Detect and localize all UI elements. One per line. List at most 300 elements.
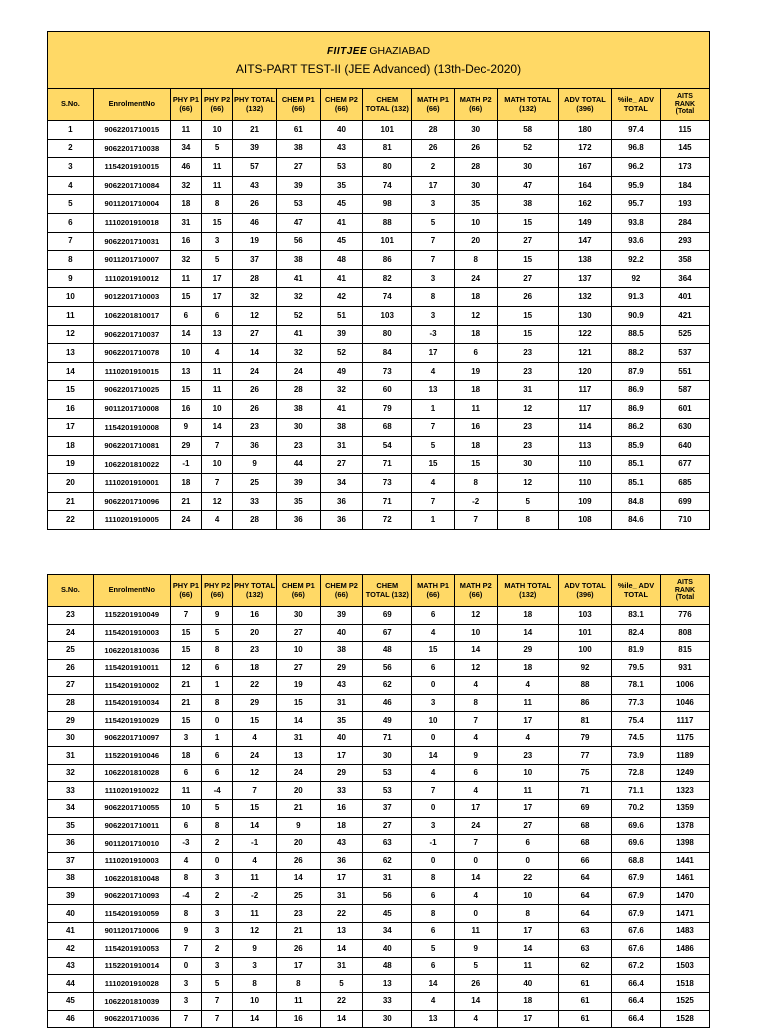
column-header	[497, 89, 558, 121]
table-cell: 18	[170, 195, 201, 214]
table-cell: 18	[320, 817, 363, 835]
table-cell: 82	[363, 269, 412, 288]
table-cell: 30	[276, 418, 320, 437]
table-cell: 46	[363, 694, 412, 712]
column-header-line: (66)	[291, 103, 305, 113]
table-cell: 37	[233, 251, 277, 270]
column-header-line: (Total	[675, 594, 695, 602]
column-header-line: (66)	[469, 589, 483, 599]
column-header-line: (66)	[179, 103, 193, 113]
table-cell: 32	[233, 288, 277, 307]
table-cell: 31	[320, 887, 363, 905]
table-cell: 17	[454, 800, 497, 818]
table-cell: 4	[454, 1010, 497, 1028]
table-cell: 77.3	[612, 694, 661, 712]
table-cell: 85.9	[611, 437, 660, 456]
table-cell: 5	[202, 139, 233, 158]
table-cell: -4	[170, 887, 201, 905]
table-cell: 7	[412, 782, 455, 800]
column-header-line: (66)	[469, 103, 483, 113]
column-header-line: CHEM P2	[325, 580, 358, 590]
table-cell: 3	[412, 694, 455, 712]
table-cell: 9	[202, 607, 233, 625]
table-cell: 84.8	[611, 492, 660, 511]
column-header-line: (Total	[675, 108, 695, 116]
table-cell: 22	[497, 870, 558, 888]
table-cell: 9011201710010	[93, 835, 170, 853]
table-cell: 1525	[660, 993, 709, 1011]
table-cell: 1486	[660, 940, 709, 958]
table-cell: 18	[170, 747, 201, 765]
table-cell: 21	[170, 694, 201, 712]
table-cell: 92.2	[611, 251, 660, 270]
table-cell: 33	[233, 492, 277, 511]
table-cell: 6	[412, 957, 455, 975]
table-cell: 137	[558, 269, 611, 288]
table-cell: 8	[412, 870, 455, 888]
table-cell: -2	[454, 492, 497, 511]
table-cell: 1323	[660, 782, 709, 800]
table-row	[48, 957, 710, 975]
table-cell: 24	[233, 362, 277, 381]
table-cell: 15	[497, 306, 558, 325]
table-cell: 13	[363, 975, 412, 993]
table-cell: 20	[233, 624, 277, 642]
table-cell: 9011201710006	[93, 922, 170, 940]
table-cell: 38	[320, 642, 363, 660]
table-cell: 15	[412, 642, 455, 660]
table-cell: 7	[202, 1010, 233, 1028]
table-cell: 4	[454, 782, 497, 800]
table-cell: 56	[363, 659, 412, 677]
table-cell: 15	[170, 642, 201, 660]
table-cell: 110	[558, 455, 611, 474]
table-cell: 15	[170, 288, 201, 307]
table-cell: 8	[48, 251, 94, 270]
table-cell: 1062201810028	[93, 764, 170, 782]
table-cell: 7	[412, 418, 455, 437]
table-cell: 525	[660, 325, 709, 344]
table-cell: 14	[276, 712, 320, 730]
table-cell: 0	[412, 800, 455, 818]
table-cell: 49	[320, 362, 363, 381]
table-cell: 5	[202, 975, 233, 993]
column-header-line: TOTAL (132)	[365, 103, 409, 113]
table-cell: 4	[48, 176, 94, 195]
column-header	[48, 575, 94, 607]
table-cell: 72.8	[612, 764, 661, 782]
table-cell: 130	[558, 306, 611, 325]
table-cell: 1461	[660, 870, 709, 888]
table-cell: 39	[320, 325, 363, 344]
table-row	[48, 158, 710, 177]
table-cell: 15	[497, 213, 558, 232]
table-cell: 73	[363, 362, 412, 381]
table-cell: 31	[320, 437, 363, 456]
table-cell: 74	[363, 176, 412, 195]
table-cell: 51	[320, 306, 363, 325]
table-cell: 95.9	[611, 176, 660, 195]
report-banner	[48, 32, 710, 89]
table-cell: 71	[363, 492, 412, 511]
table-cell: 62	[558, 957, 611, 975]
table-cell: 808	[660, 624, 709, 642]
table-cell: 1152201910046	[93, 747, 170, 765]
table-cell: 36	[320, 511, 363, 530]
table-row	[48, 887, 710, 905]
table-cell: 1062201810017	[93, 306, 170, 325]
table-cell: 69.6	[612, 835, 661, 853]
table-cell: 3	[170, 993, 201, 1011]
table-cell: 24	[276, 362, 320, 381]
table-cell: 7	[233, 782, 277, 800]
table-cell: 44	[48, 975, 94, 993]
table-cell: 8	[170, 905, 201, 923]
table-cell: 6	[454, 344, 497, 363]
table-cell: 138	[558, 251, 611, 270]
table-cell: 28	[454, 158, 497, 177]
table-cell: 24	[454, 817, 497, 835]
table-cell: 14	[454, 993, 497, 1011]
table-cell: 1154201910053	[93, 940, 170, 958]
table-cell: 43	[48, 957, 94, 975]
table-cell: 62	[363, 677, 412, 695]
table-cell: 23	[276, 905, 320, 923]
column-header	[660, 89, 709, 121]
table-cell: 39	[233, 139, 277, 158]
table-cell: 9062201710031	[93, 232, 170, 251]
column-header-line: MATH TOTAL	[504, 580, 552, 590]
table-cell: 31	[320, 694, 363, 712]
table-cell: 17	[320, 747, 363, 765]
table-cell: 21	[276, 800, 320, 818]
table-cell: 4	[497, 677, 558, 695]
table-cell: 8	[454, 474, 497, 493]
table-cell: 7	[202, 474, 233, 493]
table-cell: 64	[558, 887, 611, 905]
table-row	[48, 993, 710, 1011]
table-row	[48, 905, 710, 923]
table-cell: 18	[454, 288, 497, 307]
table-cell: 109	[558, 492, 611, 511]
table-cell: 173	[660, 158, 709, 177]
table-cell: 27	[233, 325, 277, 344]
table-cell: 23	[276, 437, 320, 456]
table-cell: 4	[412, 362, 455, 381]
table-cell: 13	[276, 747, 320, 765]
table-cell: 25	[276, 887, 320, 905]
table-cell: 11	[202, 158, 233, 177]
table-cell: 776	[660, 607, 709, 625]
column-header	[320, 89, 363, 121]
table-cell: 8	[202, 195, 233, 214]
table-cell: 47	[497, 176, 558, 195]
table-cell: 4	[412, 764, 455, 782]
table-cell: 71	[558, 782, 611, 800]
column-header-line: MATH P2	[459, 94, 492, 104]
table-cell: 8	[202, 694, 233, 712]
table-cell: 114	[558, 418, 611, 437]
table-cell: 92	[558, 659, 611, 677]
table-row	[48, 511, 710, 530]
table-cell: 1110201910028	[93, 975, 170, 993]
table-cell: 38	[320, 418, 363, 437]
table-cell: 4	[202, 344, 233, 363]
table-cell: 1152201910014	[93, 957, 170, 975]
table-cell: 6	[412, 659, 455, 677]
column-header-line: (132)	[519, 589, 537, 599]
table-cell: 15	[170, 381, 201, 400]
table-row	[48, 213, 710, 232]
table-cell: 10	[276, 642, 320, 660]
table-row	[48, 288, 710, 307]
table-cell: 1110201910022	[93, 782, 170, 800]
table-cell: 7	[412, 232, 455, 251]
column-header-line: ADV TOTAL	[564, 94, 606, 104]
table-cell: 10	[170, 800, 201, 818]
table-cell: 31	[363, 870, 412, 888]
table-cell: 80	[363, 158, 412, 177]
table-cell: 4	[202, 511, 233, 530]
table-cell: 15	[170, 712, 201, 730]
table-cell: 11	[497, 957, 558, 975]
table-cell: 30	[276, 607, 320, 625]
table-cell: 19	[48, 455, 94, 474]
table-header-row	[48, 575, 710, 607]
table-row	[48, 800, 710, 818]
table-cell: 9062201710011	[93, 817, 170, 835]
table-cell: 47	[276, 213, 320, 232]
table-cell: 40	[48, 905, 94, 923]
table-cell: 7	[202, 993, 233, 1011]
table-cell: 30	[48, 729, 94, 747]
column-header-line: (66)	[210, 589, 224, 599]
table-cell: 6	[170, 306, 201, 325]
table-cell: 27	[497, 269, 558, 288]
table-cell: 3	[202, 870, 233, 888]
table-cell: 53	[320, 158, 363, 177]
table-cell: 27	[276, 158, 320, 177]
table-row	[48, 306, 710, 325]
table-cell: 6	[170, 817, 201, 835]
table-cell: 27	[276, 659, 320, 677]
column-header-line: (396)	[576, 589, 594, 599]
table-cell: 1378	[660, 817, 709, 835]
table-cell: 28	[233, 511, 277, 530]
column-header-line: %ile_ ADV	[617, 94, 655, 104]
table-cell: 640	[660, 437, 709, 456]
table-cell: 6	[48, 213, 94, 232]
table-cell: 8	[497, 511, 558, 530]
table-cell: 1154201910003	[93, 624, 170, 642]
table-cell: 3	[202, 905, 233, 923]
table-row	[48, 729, 710, 747]
table-cell: 46	[48, 1010, 94, 1028]
table-body	[48, 121, 710, 530]
table-cell: 8	[412, 288, 455, 307]
table-cell: 26	[497, 288, 558, 307]
table-cell: 1110201910015	[93, 362, 170, 381]
results-table-2	[47, 574, 710, 1028]
table-row	[48, 139, 710, 158]
table-cell: 80	[363, 325, 412, 344]
table-cell: 10	[497, 887, 558, 905]
column-header-line: PHY P1	[172, 580, 199, 590]
table-cell: 149	[558, 213, 611, 232]
table-cell: 29	[497, 642, 558, 660]
table-cell: 21	[233, 121, 277, 140]
column-header-line: (66)	[291, 589, 305, 599]
table-cell: 15	[412, 455, 455, 474]
column-header-line: (66)	[210, 103, 224, 113]
table-cell: 23	[233, 642, 277, 660]
table-cell: 10	[202, 121, 233, 140]
table-cell: 1117	[660, 712, 709, 730]
table-cell: 6	[170, 764, 201, 782]
table-cell: 30	[497, 455, 558, 474]
table-cell: 23	[48, 607, 94, 625]
table-cell: 9062201710078	[93, 344, 170, 363]
table-cell: 14	[320, 1010, 363, 1028]
table-cell: 120	[558, 362, 611, 381]
table-cell: 3	[202, 922, 233, 940]
table-cell: 9062201710036	[93, 1010, 170, 1028]
table-cell: 3	[412, 269, 455, 288]
table-cell: 1249	[660, 764, 709, 782]
table-cell: 91.3	[611, 288, 660, 307]
table-cell: 85.1	[611, 455, 660, 474]
table-cell: 61	[558, 975, 611, 993]
table-cell: 587	[660, 381, 709, 400]
table-cell: 14	[202, 418, 233, 437]
table-cell: 4	[170, 852, 201, 870]
table-cell: 1503	[660, 957, 709, 975]
table-cell: 401	[660, 288, 709, 307]
table-cell: 30	[454, 176, 497, 195]
table-cell: 13	[202, 325, 233, 344]
table-row	[48, 607, 710, 625]
table-cell: 69.6	[612, 817, 661, 835]
table-cell: 20	[276, 835, 320, 853]
table-cell: 81	[558, 712, 611, 730]
table-row	[48, 176, 710, 195]
table-cell: 26	[233, 195, 277, 214]
table-cell: 15	[497, 325, 558, 344]
table-cell: 1528	[660, 1010, 709, 1028]
table-cell: 17	[202, 269, 233, 288]
table-cell: 601	[660, 399, 709, 418]
column-header	[170, 575, 201, 607]
table-cell: 11	[202, 176, 233, 195]
table-cell: 16	[48, 399, 94, 418]
table-cell: 12	[233, 922, 277, 940]
table-cell: 69	[558, 800, 611, 818]
table-cell: 54	[363, 437, 412, 456]
table-cell: 82.4	[612, 624, 661, 642]
table-cell: 22	[233, 677, 277, 695]
table-cell: 19	[276, 677, 320, 695]
table-cell: 8	[454, 251, 497, 270]
table-cell: 32	[48, 764, 94, 782]
table-cell: 699	[660, 492, 709, 511]
table-cell: 53	[363, 764, 412, 782]
table-cell: 24	[170, 511, 201, 530]
column-header-line: MATH TOTAL	[504, 94, 552, 104]
table-cell: 5	[497, 492, 558, 511]
column-header-line: EnrolmentNo	[108, 585, 155, 595]
table-cell: 26	[412, 139, 455, 158]
table-cell: 48	[320, 251, 363, 270]
table-row	[48, 399, 710, 418]
table-cell: 101	[363, 121, 412, 140]
table-cell: 23	[497, 437, 558, 456]
column-header-line: CHEM P1	[281, 580, 315, 590]
table-cell: 1154201910002	[93, 677, 170, 695]
table-cell: 28	[48, 694, 94, 712]
table-cell: 14	[170, 325, 201, 344]
table-cell: 11	[497, 782, 558, 800]
table-cell: 18	[48, 437, 94, 456]
column-header	[454, 89, 497, 121]
table-cell: 6	[202, 306, 233, 325]
table-cell: 88	[558, 677, 611, 695]
table-cell: 27	[497, 232, 558, 251]
table-cell: 147	[558, 232, 611, 251]
table-cell: 81	[363, 139, 412, 158]
table-cell: 63	[363, 835, 412, 853]
table-cell: 7	[412, 492, 455, 511]
table-cell: 12	[497, 399, 558, 418]
table-cell: 1154201910015	[93, 158, 170, 177]
table-cell: 31	[276, 729, 320, 747]
table-cell: 15	[454, 455, 497, 474]
table-cell: 9062201710055	[93, 800, 170, 818]
table-cell: -1	[233, 835, 277, 853]
column-header-line: PHY TOTAL	[234, 580, 276, 590]
table-cell: 67.9	[612, 887, 661, 905]
table-row	[48, 418, 710, 437]
table-cell: 53	[363, 782, 412, 800]
table-cell: 15	[233, 800, 277, 818]
table-cell: 37	[363, 800, 412, 818]
table-cell: 12	[233, 306, 277, 325]
table-cell: 33	[320, 782, 363, 800]
table-cell: 551	[660, 362, 709, 381]
table-cell: 61	[558, 1010, 611, 1028]
table-cell: 11	[202, 381, 233, 400]
table-cell: 30	[497, 158, 558, 177]
column-header	[363, 89, 412, 121]
table-cell: 1	[412, 399, 455, 418]
table-cell: 74	[363, 288, 412, 307]
table-cell: 4	[454, 677, 497, 695]
table-cell: 8	[497, 905, 558, 923]
table-cell: 8	[170, 870, 201, 888]
table-cell: 0	[497, 852, 558, 870]
table-row	[48, 362, 710, 381]
table-cell: 1359	[660, 800, 709, 818]
table-cell: 15	[276, 694, 320, 712]
report-subtitle: AITS-PART TEST-II (JEE Advanced) (13th-Dec-2020)	[235, 61, 522, 76]
table-cell: 7	[170, 940, 201, 958]
table-cell: 75.4	[612, 712, 661, 730]
table-cell: 69	[363, 607, 412, 625]
table-cell: 101	[363, 232, 412, 251]
table-cell: 4	[233, 852, 277, 870]
column-header	[48, 89, 94, 121]
table-cell: 71	[363, 455, 412, 474]
table-cell: 81.9	[612, 642, 661, 660]
